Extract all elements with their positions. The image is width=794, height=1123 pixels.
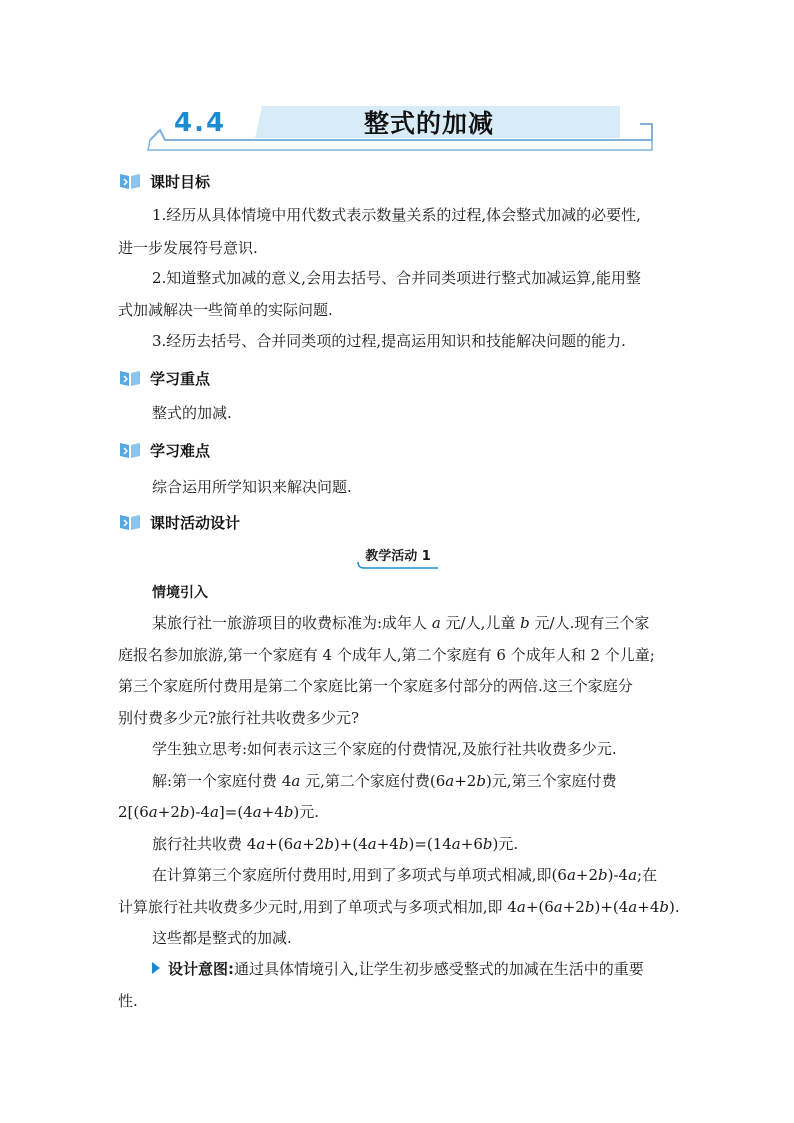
activity-subtitle: 情境引入 [152,585,208,601]
book-icon [118,440,142,460]
difficulties-text: 综合运用所学知识来解决问题. [152,478,352,496]
section-number: 4.4 [174,108,227,138]
activity-label: 教学活动 1 [365,549,431,564]
body-line: 解:第一个家庭付费 4a 元,第二个家庭付费(6a+2b)元,第三个家庭付费 [152,772,617,790]
body-line: 在计算第三个家庭所付费用时,用到了多项式与单项式相减,即(6a+2b)-4a;在 [152,866,658,884]
objective-line-3: 2.知道整式加减的意义,会用去括号、合并同类项进行整式加减运算,能用整 [152,269,641,287]
objective-line-2: 进一步发展符号意识. [118,239,258,257]
body-line: 别付费多少元?旅行社共收费多少元? [118,709,360,727]
section-difficulties [118,439,210,461]
body-line: 学生独立思考:如何表示这三个家庭的付费情况,及旅行社共收费多少元. [152,740,617,758]
design-intent-line-2: 性. [118,992,138,1010]
body-line: 计算旅行社共收费多少元时,用到了单项式与多项式相加,即 4a+(6a+2b)+(4a+4b). [118,898,680,916]
book-icon [118,368,142,388]
chapter-header [0,0,794,160]
triangle-bullet-icon [152,962,160,974]
body-line: 2[(6a+2b)-4a]=(4a+4b)元. [118,803,320,821]
body-line: 庭报名参加旅游,第一个家庭有 4 个成年人,第二个家庭有 6 个成年人和 2 个儿童; [118,646,655,664]
objective-line-1: 1.经历从具体情境中用代数式表示数量关系的过程,体会整式加减的必要性, [152,206,641,224]
section-title: 课时活动设计 [150,513,241,532]
book-icon [118,171,142,191]
section-title: 学习重点 [150,369,211,388]
section-objectives [118,170,210,192]
section-title: 学习难点 [150,441,211,460]
book-icon [118,512,142,532]
activity-label-box [356,548,440,572]
key-points-text: 整式的加减. [152,404,232,422]
section-activity-design [118,511,240,533]
body-line: 第三个家庭所付费用是第二个家庭比第一个家庭多付部分的两倍.这三个家庭分 [118,677,633,695]
body-line: 这些都是整式的加减. [152,929,292,947]
objective-line-4: 式加减解决一些简单的实际问题. [118,301,333,319]
page-title: 整式的加减 [364,109,495,138]
objective-line-5: 3.经历去括号、合并同类项的过程,提高运用知识和技能解决问题的能力. [152,332,626,350]
design-intent-line: 设计意图:通过具体情境引入,让学生初步感受整式的加减在生活中的重要 [168,960,644,978]
section-title: 课时目标 [150,172,211,191]
body-line: 旅行社共收费 4a+(6a+2b)+(4a+4b)=(14a+6b)元. [152,835,519,853]
body-line: 某旅行社一旅游项目的收费标准为:成年人 a 元/人,儿童 b 元/人.现有三个家 [152,614,650,632]
section-key-points [118,367,210,389]
